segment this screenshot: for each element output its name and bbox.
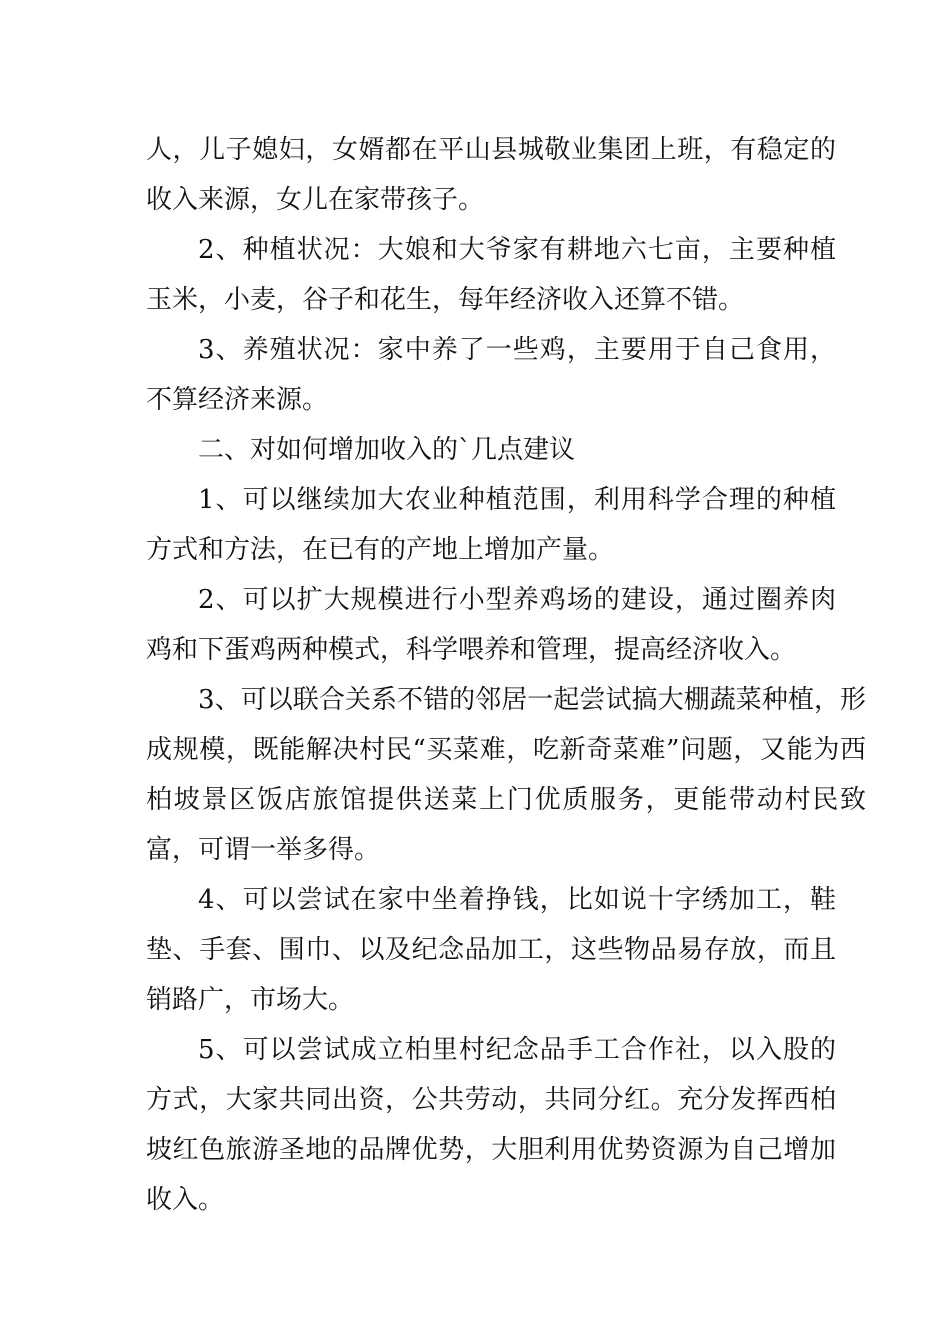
paragraph-planting-status: 2、种植状况：大娘和大爷家有耕地六七亩，主要种植玉米，小麦，谷子和花生，每年经济收入还算不错。: [146, 235, 836, 315]
paragraph-suggestion-4: 4、可以尝试在家中坐着挣钱，比如说十字绣加工，鞋垫、手套、围巾、以及纪念品加工，这些物品易存放，而且销路广，市场大。: [146, 885, 836, 1015]
document-body: [146, 125, 866, 1225]
paragraph-family-income: 人，儿子媳妇，女婿都在平山县城敬业集团上班，有稳定的收入来源，女儿在家带孩子。: [146, 135, 836, 215]
paragraph-suggestion-2: 2、可以扩大规模进行小型养鸡场的建设，通过圈养肉鸡和下蛋鸡两种模式，科学喂养和管理，提高经济收入。: [146, 585, 836, 665]
paragraph-suggestion-3: 3、可以联合关系不错的邻居一起尝试搞大棚蔬菜种植，形成规模，既能解决村民“买菜难，吃新奇菜难”问题，又能为西柏坡景区饭店旅馆提供送菜上门优质服务，更能带动村民致富，可谓一举多得。: [146, 685, 866, 865]
paragraph-breeding-status: 3、养殖状况：家中养了一些鸡，主要用于自己食用，不算经济来源。: [146, 335, 836, 415]
paragraph-suggestion-5: 5、可以尝试成立柏里村纪念品手工合作社，以入股的方式，大家共同出资，公共劳动，共同分红。充分发挥西柏坡红色旅游圣地的品牌优势，大胆利用优势资源为自己增加收入。: [146, 1035, 836, 1215]
section-heading-suggestions: 二、对如何增加收入的`几点建议: [198, 435, 576, 465]
paragraph-suggestion-1: 1、可以继续加大农业种植范围，利用科学合理的种植方式和方法，在已有的产地上增加产量。: [146, 485, 836, 565]
